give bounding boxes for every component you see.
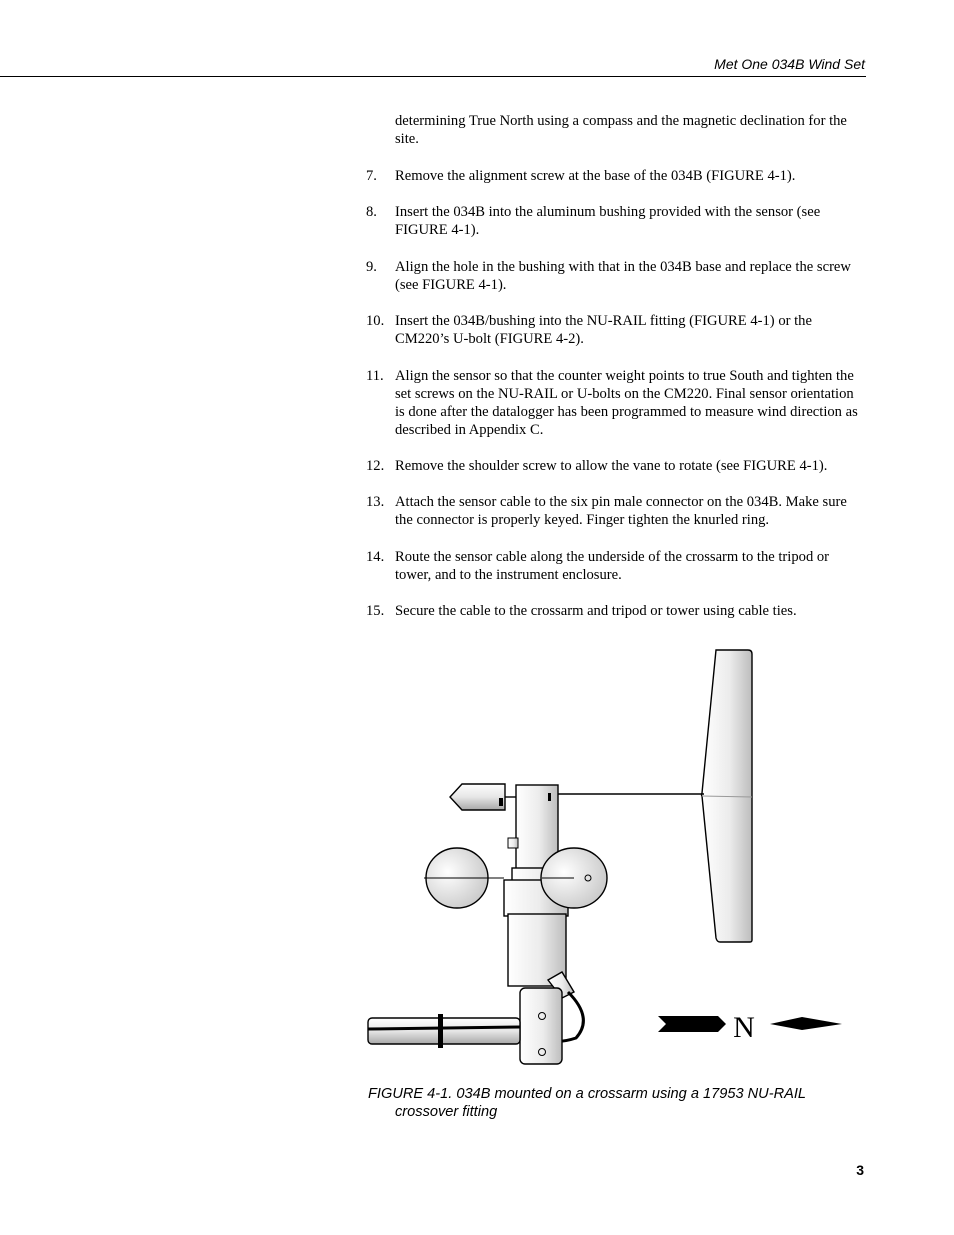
step-text: Insert the 034B into the aluminum bushing provided with the sensor (see FIGURE 4-1). bbox=[395, 204, 821, 239]
step-number: 8. bbox=[366, 204, 377, 221]
crossarm bbox=[368, 1014, 520, 1048]
step-text: Insert the 034B/bushing into the NU-RAIL fitting (FIGURE 4-1) or the CM220’s U-bolt (FIGURE 4-2). bbox=[395, 313, 812, 348]
step-item bbox=[366, 602, 866, 620]
running-header-title: Met One 034B Wind Set bbox=[714, 56, 865, 72]
wind-vane-tail bbox=[702, 650, 753, 942]
step-item bbox=[366, 548, 866, 584]
step-text: Route the sensor cable along the underside of the crossarm to the tripod or tower, and to the instrument enclosure. bbox=[395, 548, 830, 583]
step-text: Align the hole in the bushing with that in the 034B base and replace the screw (see FIGURE 4-1). bbox=[395, 258, 851, 293]
step-number: 14. bbox=[366, 548, 385, 565]
wind-set-figure bbox=[362, 648, 852, 1068]
step-item bbox=[366, 457, 866, 475]
step-item bbox=[366, 203, 866, 239]
header-rule bbox=[0, 76, 866, 77]
step-number: 7. bbox=[366, 168, 377, 184]
installation-steps bbox=[366, 167, 866, 639]
step-text: Attach the sensor cable to the six pin male connector on the 034B. Make sure the connector is properly keyed. Finger tighten the knurled ring. bbox=[395, 494, 847, 529]
counterweight bbox=[450, 784, 505, 810]
step-number: 9. bbox=[366, 258, 377, 275]
step-text: Remove the shoulder screw to allow the vane to rotate (see FIGURE 4-1). bbox=[395, 457, 828, 474]
north-label: N bbox=[733, 1011, 755, 1044]
step-item bbox=[366, 258, 866, 294]
step-number: 10. bbox=[366, 313, 385, 330]
continuation-paragraph: determining True North using a compass and the magnetic declination for the site. bbox=[395, 113, 847, 147]
step-number: 11. bbox=[366, 367, 384, 384]
step-item bbox=[366, 312, 866, 348]
step-text: Align the sensor so that the counter weight points to true South and tighten the set screws on the NU-RAIL or U-bolts on the CM220. Final sensor orientation is done after the datalogger has been programmed to measure wind direction as described in Appendix C. bbox=[395, 367, 858, 438]
step-text: Remove the alignment screw at the base of the 034B (FIGURE 4-1). bbox=[395, 168, 796, 184]
north-arrow bbox=[658, 1011, 842, 1044]
step-item bbox=[366, 493, 866, 529]
caption-line-2: crossover fitting bbox=[395, 1104, 498, 1120]
anemometer-cup-left bbox=[424, 848, 504, 908]
page-number: 3 bbox=[856, 1162, 864, 1178]
anemometer-cup-right bbox=[541, 848, 607, 908]
step-item bbox=[366, 167, 866, 185]
caption-line-1: FIGURE 4-1. 034B mounted on a crossarm using a 17953 NU-RAIL bbox=[368, 1086, 807, 1102]
figure-caption bbox=[368, 1085, 858, 1121]
step-item bbox=[366, 367, 866, 439]
step-text: Secure the cable to the crossarm and tripod or tower using cable ties. bbox=[395, 603, 797, 620]
nu-rail-fitting bbox=[520, 988, 562, 1064]
step-number: 12. bbox=[366, 457, 385, 474]
step-number: 13. bbox=[366, 494, 385, 511]
step-number: 15. bbox=[366, 603, 385, 620]
